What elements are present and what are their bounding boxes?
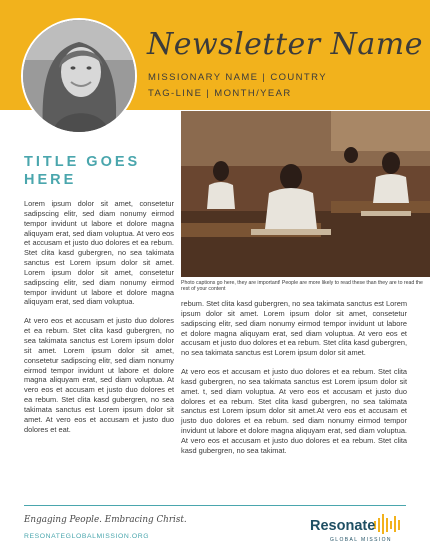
photo-caption: Photo captions go here, they are important! People are more likely to read these than they are to read the rest of your content — [181, 280, 423, 293]
website-link[interactable]: RESONATEGLOBALMISSION.ORG — [24, 533, 150, 540]
left-column — [24, 199, 174, 443]
profile-photo — [21, 18, 137, 134]
resonate-logo — [300, 512, 416, 548]
right-paragraph-2: At vero eos et accusam et justo duo dolores et ea rebum. Stet clita kasd gubergren, no sea takimata sanctus est Lorem ipsum dolor sit amet. t, sed diam voluptua. At vero eos et accusam et justo duo dolores et ea rebum. Stet clita kasd gubergren, no sea takimata sanctus est Lorem ipsum dolor sit amet.At vero eos et accusam et justo duo dolores et ea rebum. sed diam nonumy eirmod tempor invidunt ut labore et dolore magna aliquyam erat, sed diam voluptua. At vero eos et accusam et justo duo dolores et ea rebum. Stet clita kasd gubergren, no sea takimat. — [181, 367, 407, 455]
profile-portrait-image — [23, 20, 135, 132]
left-paragraph-2: At vero eos et accusam et justo duo dolores et ea rebum. Stet clita kasd gubergren, no sea takimata sanctus est Lorem ipsum dolor sit amet. Lorem ipsum dolor sit amet, consetetur sadipscing elitr, sed diam nonumy eirmod tempor invidunt ut labore et dolore magna aliquyam erat, sed diam voluptua. At vero eos et accusam et justo duo dolores et ea rebum. Stet clita kasd gubergren, no sea takimata sanctus est Lorem ipsum dolor sit amet. At vero eos et accusam et justo duo dolores et eat. — [24, 316, 174, 434]
missionary-name-country: MISSIONARY NAME | COUNTRY — [148, 72, 327, 83]
left-paragraph-1: Lorem ipsum dolor sit amet, consetetur sadipscing elitr, sed diam nonumy eirmod tempor invidunt ut labore et dolore magna aliquyam erat, sed diam voluptua. At vero eos et accusam et justo duo dolores et ea rebum. Stet clita kasd gubergren, no sea takimata sanctus est Lorem ipsum dolor sit amet. Lorem ipsum dolor sit amet, consetetur sadipscing elitr, sed diam nonumy eirmod tempor invidunt ut labore et dolore magna aliquyam erat, sed diam voluptua. — [24, 199, 174, 307]
classroom-photo-image — [181, 111, 430, 277]
newsletter-name: Newsletter Name — [147, 27, 424, 62]
right-column — [181, 299, 407, 465]
footer-tagline: Engaging People. Embracing Christ. — [24, 515, 187, 525]
right-paragraph-1: rebum. Stet clita kasd gubergren, no sea takimata sanctus est Lorem ipsum dolor sit amet. Lorem ipsum dolor sit amet, consetetur sadipscing elitr, sed diam nonumy eirmod tempor invidunt ut labore et dolore magna aliquyam erat, sed diam voluptua. At vero eos et accusam et justo duo dolores et ea rebum. Stet clita kasd gubergren, no sea takimata sanctus est Lorem ipsum dolor sit amet. — [181, 299, 407, 358]
logo-wordmark: Resonate — [310, 518, 376, 534]
logo-subtitle: GLOBAL MISSION — [330, 537, 392, 543]
footer-divider — [24, 505, 406, 506]
article-title: TITLE GOES HERE — [24, 154, 141, 188]
classroom-photo — [181, 111, 430, 277]
tagline-month-year: TAG-LINE | MONTH/YEAR — [148, 88, 292, 99]
soundwave-icon — [372, 512, 416, 536]
